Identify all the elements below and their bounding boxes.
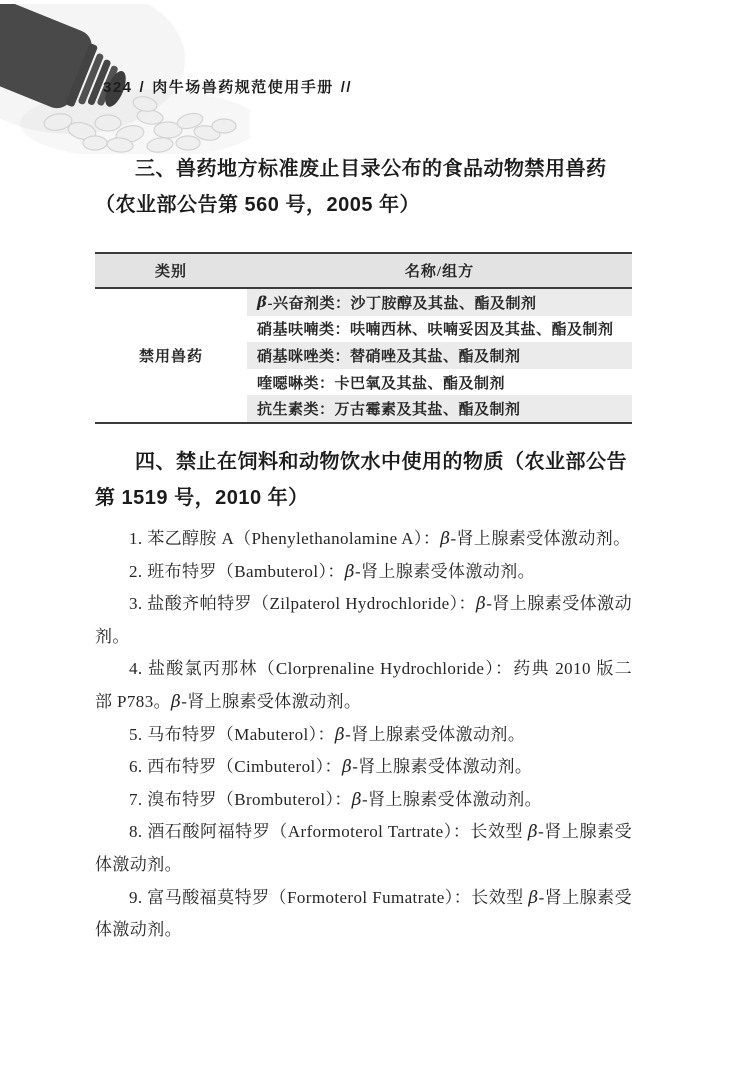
- banned-drugs-table: [95, 252, 632, 424]
- table-row: 抗生素类：万古霉素及其盐、酯及制剂: [247, 395, 632, 422]
- section-4-heading-line2: 第 1519 号，2010 年）: [95, 487, 309, 509]
- section-3-heading-line2: （农业部公告第 560 号，2005 年）: [95, 194, 421, 216]
- section-3-heading: [95, 151, 635, 223]
- list-item: 9. 富马酸福莫特罗（Formoterol Fumatrate）：长效型 β-肾上腺素受体激动剂。: [95, 887, 632, 940]
- list-item: 6. 西布特罗（Cimbuterol）：β-肾上腺素受体激动剂。: [129, 757, 533, 778]
- section-4-heading: [95, 444, 635, 516]
- header-slash: /: [139, 79, 146, 96]
- list-item: 5. 马布特罗（Mabuterol）：β-肾上腺素受体激动剂。: [129, 724, 526, 745]
- table-rows: [247, 289, 632, 422]
- table-row: 硝基呋喃类：呋喃西林、呋喃妥因及其盐、酯及制剂: [257, 322, 614, 339]
- table-header-name: 名称/组方: [404, 264, 475, 280]
- table-category-cell: 禁用兽药: [95, 289, 247, 422]
- table-header-row: [95, 254, 632, 289]
- list-item: 8. 酒石酸阿福特罗（Arformoterol Tartrate）：长效型 β-肾上腺素受体激动剂。: [95, 822, 632, 874]
- list-item: 1. 苯乙醇胺 A（Phenylethanolamine A）：β-肾上腺素受体激动剂。: [129, 529, 631, 549]
- page-number: 324: [103, 79, 133, 96]
- header-double-slash: //: [340, 79, 353, 96]
- list-item: 3. 盐酸齐帕特罗（Zilpaterol Hydrochloride）：β-肾上腺素受体激动剂。: [95, 594, 632, 646]
- table-header-category: 类别: [154, 264, 187, 280]
- list-item: 2. 班布特罗（Bambuterol）：β-肾上腺素受体激动剂。: [129, 561, 536, 582]
- section-4-heading-line1: 四、禁止在饲料和动物饮水中使用的物质（农业部公告: [135, 451, 627, 473]
- table-row: 喹噁啉类：卡巴氧及其盐、酯及制剂: [257, 375, 506, 392]
- list-item: 4. 盐酸氯丙那林（Clorprenaline Hydrochloride）：药典 2010 版二部 P783。β-肾上腺素受体激动剂。: [95, 659, 632, 712]
- list-item: 7. 溴布特罗（Brombuterol）：β-肾上腺素受体激动剂。: [129, 789, 543, 810]
- table-row: 硝基咪唑类：替硝唑及其盐、酯及制剂: [247, 342, 632, 369]
- book-title: 肉牛场兽药规范使用手册: [152, 79, 334, 96]
- section-3-heading-line1: 三、兽药地方标准废止目录公布的食品动物禁用兽药: [135, 158, 607, 180]
- table-row: β -兴奋剂类：沙丁胺醇及其盐、酯及制剂: [247, 289, 632, 316]
- prohibited-substance-list: [95, 523, 632, 947]
- table-body: [95, 289, 632, 422]
- page-header: [103, 76, 352, 97]
